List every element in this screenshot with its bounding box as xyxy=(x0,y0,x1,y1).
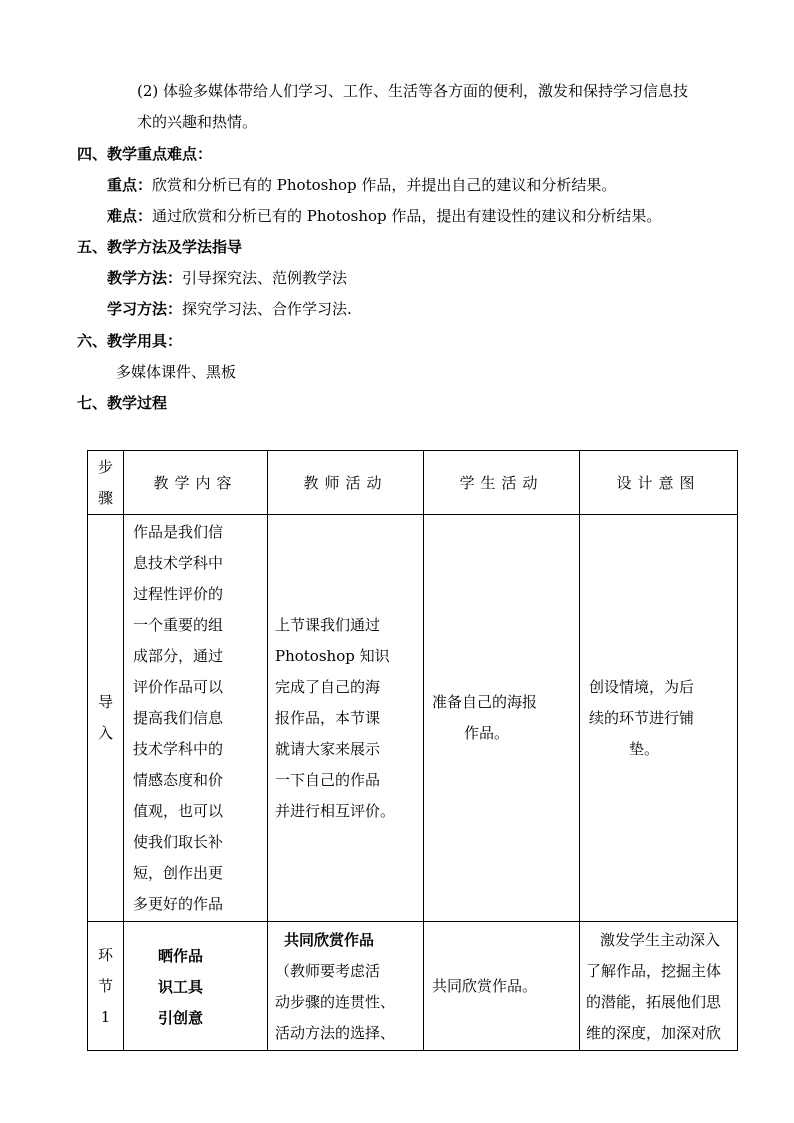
learning-method-label: 学习方法： xyxy=(107,300,183,318)
intro-design xyxy=(580,515,738,922)
intro-design-line: 续的环节进行铺 xyxy=(589,708,695,727)
table-row-intro xyxy=(88,515,738,922)
table-header-row xyxy=(88,451,738,515)
intro-teacher-line: 并进行相互评价。 xyxy=(275,801,396,820)
intro-content-line: 情感态度和价 xyxy=(133,770,224,789)
step1-step xyxy=(88,922,124,1051)
intro-step-char1: 导 xyxy=(97,693,113,711)
step1-teacher-line: 动步骤的连贯性、 xyxy=(275,993,396,1011)
header-step-char1: 步 xyxy=(97,457,113,476)
intro-content-line: 技术学科中的 xyxy=(133,739,224,758)
lesson-process-table xyxy=(87,450,738,1051)
intro-student-line: 作品。 xyxy=(464,724,510,742)
step1-content-line: 识工具 xyxy=(158,977,204,996)
intro-design-line: 垫。 xyxy=(629,739,660,758)
intro-content-line: 作品是我们信 xyxy=(133,522,224,541)
step1-content xyxy=(124,922,268,1051)
key-point xyxy=(107,175,616,195)
step1-student-line: 共同欣赏作品。 xyxy=(432,976,538,995)
intro-content-line: 使我们取长补 xyxy=(133,832,224,851)
step1-step-char1: 环 xyxy=(97,945,113,964)
step1-design-line: 了解作品，挖掘主体 xyxy=(586,962,722,980)
intro-teacher-line: 就请大家来展示 xyxy=(275,739,381,758)
step1-design-line: 维的深度，加深对欣 xyxy=(586,1024,722,1042)
step1-content-line: 引创意 xyxy=(158,1008,204,1027)
intro-content-line: 提高我们信息 xyxy=(133,708,224,727)
header-step-char2: 骤 xyxy=(97,488,113,507)
teaching-method-text: 引导探究法、范例教学法 xyxy=(182,269,348,287)
intro-design-line: 创设情境，为后 xyxy=(589,677,695,696)
header-student: 学生活动 xyxy=(424,451,580,515)
header-content: 教学内容 xyxy=(124,451,268,515)
intro-content-line: 息技术学科中 xyxy=(133,553,224,572)
header-teacher: 教师活动 xyxy=(268,451,424,515)
learning-method xyxy=(107,299,352,319)
teaching-method-label: 教学方法： xyxy=(107,269,183,287)
objective-2-line2: 术的兴趣和热情。 xyxy=(137,113,258,131)
step1-teacher-title: 共同欣赏作品 xyxy=(284,931,375,949)
intro-student xyxy=(424,515,580,922)
intro-content xyxy=(124,515,268,922)
intro-teacher-line: 报作品，本节课 xyxy=(275,708,381,727)
intro-content-line: 短，创作出更 xyxy=(133,863,224,882)
intro-teacher-line: 上节课我们通过 xyxy=(275,615,381,634)
learning-method-text: 探究学习法、合作学习法. xyxy=(182,300,352,318)
step1-teacher xyxy=(268,922,424,1051)
step1-design xyxy=(580,922,738,1051)
intro-content-line: 一个重要的组 xyxy=(133,615,224,634)
intro-student-line: 准备自己的海报 xyxy=(432,693,538,711)
objective-2-line1: (2) 体验多媒体带给人们学习、工作、生活等各方面的便利，激发和保持学习信息技 xyxy=(137,82,689,100)
difficult-point xyxy=(107,206,661,226)
section5-heading: 五、教学方法及学法指导 xyxy=(77,238,243,256)
step1-design-line: 的潜能，拓展他们思 xyxy=(586,993,722,1011)
intro-teacher xyxy=(268,515,424,922)
table-row-step1 xyxy=(88,922,738,1051)
step1-student xyxy=(424,922,580,1051)
teaching-tools: 多媒体课件、黑板 xyxy=(116,363,237,381)
section7-heading: 七、教学过程 xyxy=(77,394,168,412)
intro-step-char2: 入 xyxy=(97,724,113,742)
difficult-point-text: 通过欣赏和分析已有的 Photoshop 作品，提出有建设性的建议和分析结果。 xyxy=(152,207,662,225)
step1-teacher-line: 活动方法的选择、 xyxy=(275,1024,396,1042)
step1-design-line: 激发学生主动深入 xyxy=(600,931,721,949)
step1-content-line: 晒作品 xyxy=(158,946,204,965)
intro-content-line: 评价作品可以 xyxy=(133,677,224,696)
key-point-label: 重点： xyxy=(107,176,153,194)
step1-step-char2: 节 xyxy=(97,976,113,995)
intro-content-line: 值观，也可以 xyxy=(133,801,224,820)
section6-heading: 六、教学用具： xyxy=(77,332,183,350)
intro-content-line: 成部分，通过 xyxy=(133,646,224,665)
step1-step-char3: 1 xyxy=(100,1007,111,1026)
step1-teacher-line: （教师要考虑活 xyxy=(275,962,381,980)
header-design: 设计意图 xyxy=(580,451,738,515)
intro-content-line: 多更好的作品 xyxy=(133,894,224,913)
teaching-method xyxy=(107,268,347,288)
intro-step xyxy=(88,515,124,922)
intro-teacher-line: Photoshop 知识 xyxy=(275,646,390,665)
intro-teacher-line: 一下自己的作品 xyxy=(275,770,381,789)
section4-heading: 四、教学重点难点： xyxy=(77,145,213,163)
difficult-point-label: 难点： xyxy=(107,207,153,225)
key-point-text: 欣赏和分析已有的 Photoshop 作品，并提出自己的建议和分析结果。 xyxy=(152,176,617,194)
header-step xyxy=(88,451,124,515)
intro-content-line: 过程性评价的 xyxy=(133,584,224,603)
intro-teacher-line: 完成了自己的海 xyxy=(275,677,381,696)
